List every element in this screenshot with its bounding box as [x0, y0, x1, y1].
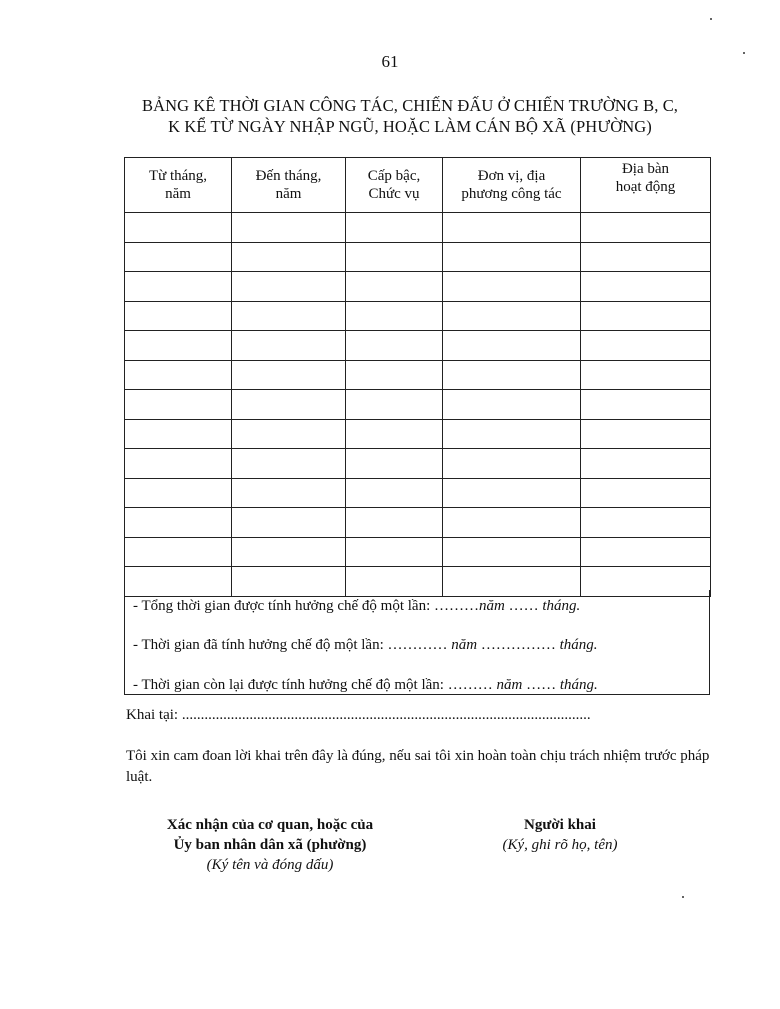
table-cell[interactable] — [443, 449, 581, 479]
table-cell[interactable] — [346, 390, 443, 420]
table-cell[interactable] — [581, 537, 711, 567]
table-cell[interactable] — [346, 419, 443, 449]
table-cell[interactable] — [346, 537, 443, 567]
table-cell[interactable] — [232, 390, 346, 420]
table-cell[interactable] — [232, 419, 346, 449]
scan-speck — [682, 896, 684, 898]
table-cell[interactable] — [346, 360, 443, 390]
header-rank-position: Cấp bậc, Chức vụ — [346, 158, 443, 213]
table-cell[interactable] — [125, 331, 232, 361]
table-cell[interactable] — [443, 331, 581, 361]
table-row — [125, 537, 711, 567]
table-row — [125, 360, 711, 390]
table-cell[interactable] — [125, 390, 232, 420]
certifier-line-1: Xác nhận của cơ quan, hoặc của — [166, 817, 374, 833]
table-cell[interactable] — [346, 508, 443, 538]
scan-speck — [743, 52, 745, 54]
table-cell[interactable] — [346, 213, 443, 243]
table-cell[interactable] — [232, 242, 346, 272]
table-header-row — [125, 158, 711, 213]
table-cell[interactable] — [443, 242, 581, 272]
table-row — [125, 508, 711, 538]
header-to-month-year: Đến tháng, năm — [232, 158, 346, 213]
table-cell[interactable] — [125, 213, 232, 243]
table-cell[interactable] — [581, 272, 711, 302]
table-cell[interactable] — [346, 331, 443, 361]
table-row — [125, 213, 711, 243]
table-cell[interactable] — [232, 331, 346, 361]
table-cell[interactable] — [346, 301, 443, 331]
certifier-line-2: Ủy ban nhân dân xã (phường) — [173, 837, 367, 853]
table-cell[interactable] — [443, 537, 581, 567]
scan-speck — [710, 18, 712, 20]
table-cell[interactable] — [125, 508, 232, 538]
table-cell[interactable] — [232, 301, 346, 331]
table-cell[interactable] — [443, 390, 581, 420]
table-cell[interactable] — [125, 301, 232, 331]
table-cell[interactable] — [581, 478, 711, 508]
summary-total-line: - Tổng thời gian được tính hưởng chế độ một lần: ………năm …… tháng. — [133, 598, 581, 614]
table-row — [125, 449, 711, 479]
summary-box — [124, 590, 710, 695]
declarant-note: (Ký, ghi rõ họ, tên) — [502, 837, 618, 853]
pledge-statement: Tôi xin cam đoan lời khai trên đây là đúng, nếu sai tôi xin hoàn toàn chịu trách nhiệm trước pháp luật. — [126, 748, 710, 785]
table-cell[interactable] — [125, 537, 232, 567]
table-cell[interactable] — [346, 449, 443, 479]
table-cell[interactable] — [125, 242, 232, 272]
header-unit-location: Đơn vị, địa phương công tác — [443, 158, 581, 213]
form-title-line-2: K KỂ TỪ NGÀY NHẬP NGŨ, HOẶC LÀM CÁN BỘ XÃ (PHƯỜNG) — [168, 117, 652, 136]
table-cell[interactable] — [443, 508, 581, 538]
table-cell[interactable] — [581, 331, 711, 361]
declarant-title: Người khai — [524, 817, 596, 833]
page-number: 61 — [381, 52, 399, 71]
table-cell[interactable] — [443, 301, 581, 331]
certifying-authority-block — [125, 815, 415, 875]
form-title — [60, 95, 760, 137]
table-cell[interactable] — [125, 449, 232, 479]
table-cell[interactable] — [232, 213, 346, 243]
table-body — [125, 213, 711, 597]
certifier-note: (Ký tên và đóng dấu) — [206, 857, 334, 873]
table-cell[interactable] — [581, 242, 711, 272]
table-cell[interactable] — [443, 419, 581, 449]
table-cell[interactable] — [581, 508, 711, 538]
table-cell[interactable] — [125, 360, 232, 390]
header-from-month-year: Từ tháng, năm — [125, 158, 232, 213]
table-cell[interactable] — [581, 360, 711, 390]
table-cell[interactable] — [346, 242, 443, 272]
declarant-block — [455, 815, 665, 855]
service-record-table — [124, 157, 711, 597]
table-cell[interactable] — [443, 213, 581, 243]
table-row — [125, 419, 711, 449]
table-cell[interactable] — [581, 301, 711, 331]
table-cell[interactable] — [443, 360, 581, 390]
table-cell[interactable] — [232, 508, 346, 538]
table-cell[interactable] — [443, 478, 581, 508]
table-cell[interactable] — [581, 449, 711, 479]
table-cell[interactable] — [125, 419, 232, 449]
table-cell[interactable] — [232, 360, 346, 390]
table-row — [125, 390, 711, 420]
table-row — [125, 331, 711, 361]
table-cell[interactable] — [125, 478, 232, 508]
table-cell[interactable] — [125, 272, 232, 302]
declaration-place-line: Khai tại: ............................................................................................................. — [126, 707, 591, 723]
table-cell[interactable] — [443, 272, 581, 302]
table-row — [125, 242, 711, 272]
table-row — [125, 478, 711, 508]
table-cell[interactable] — [581, 390, 711, 420]
table-cell[interactable] — [232, 537, 346, 567]
table-cell[interactable] — [581, 213, 711, 243]
form-title-line-1: BẢNG KÊ THỜI GIAN CÔNG TÁC, CHIẾN ĐẤU Ở CHIẾN TRƯỜNG B, C, — [141, 96, 679, 115]
summary-remaining-line: - Thời gian còn lại được tính hưởng chế độ một lần: ……… năm …… tháng. — [133, 677, 598, 693]
header-operation-area: Địa bàn hoạt động — [581, 158, 711, 213]
table-cell[interactable] — [232, 478, 346, 508]
table-cell[interactable] — [581, 419, 711, 449]
table-cell[interactable] — [232, 449, 346, 479]
table-cell[interactable] — [232, 272, 346, 302]
table-cell[interactable] — [346, 272, 443, 302]
summary-used-line: - Thời gian đã tính hưởng chế độ một lần: ………… năm …………… tháng. — [133, 637, 598, 653]
table-row — [125, 301, 711, 331]
table-row — [125, 272, 711, 302]
table-cell[interactable] — [346, 478, 443, 508]
